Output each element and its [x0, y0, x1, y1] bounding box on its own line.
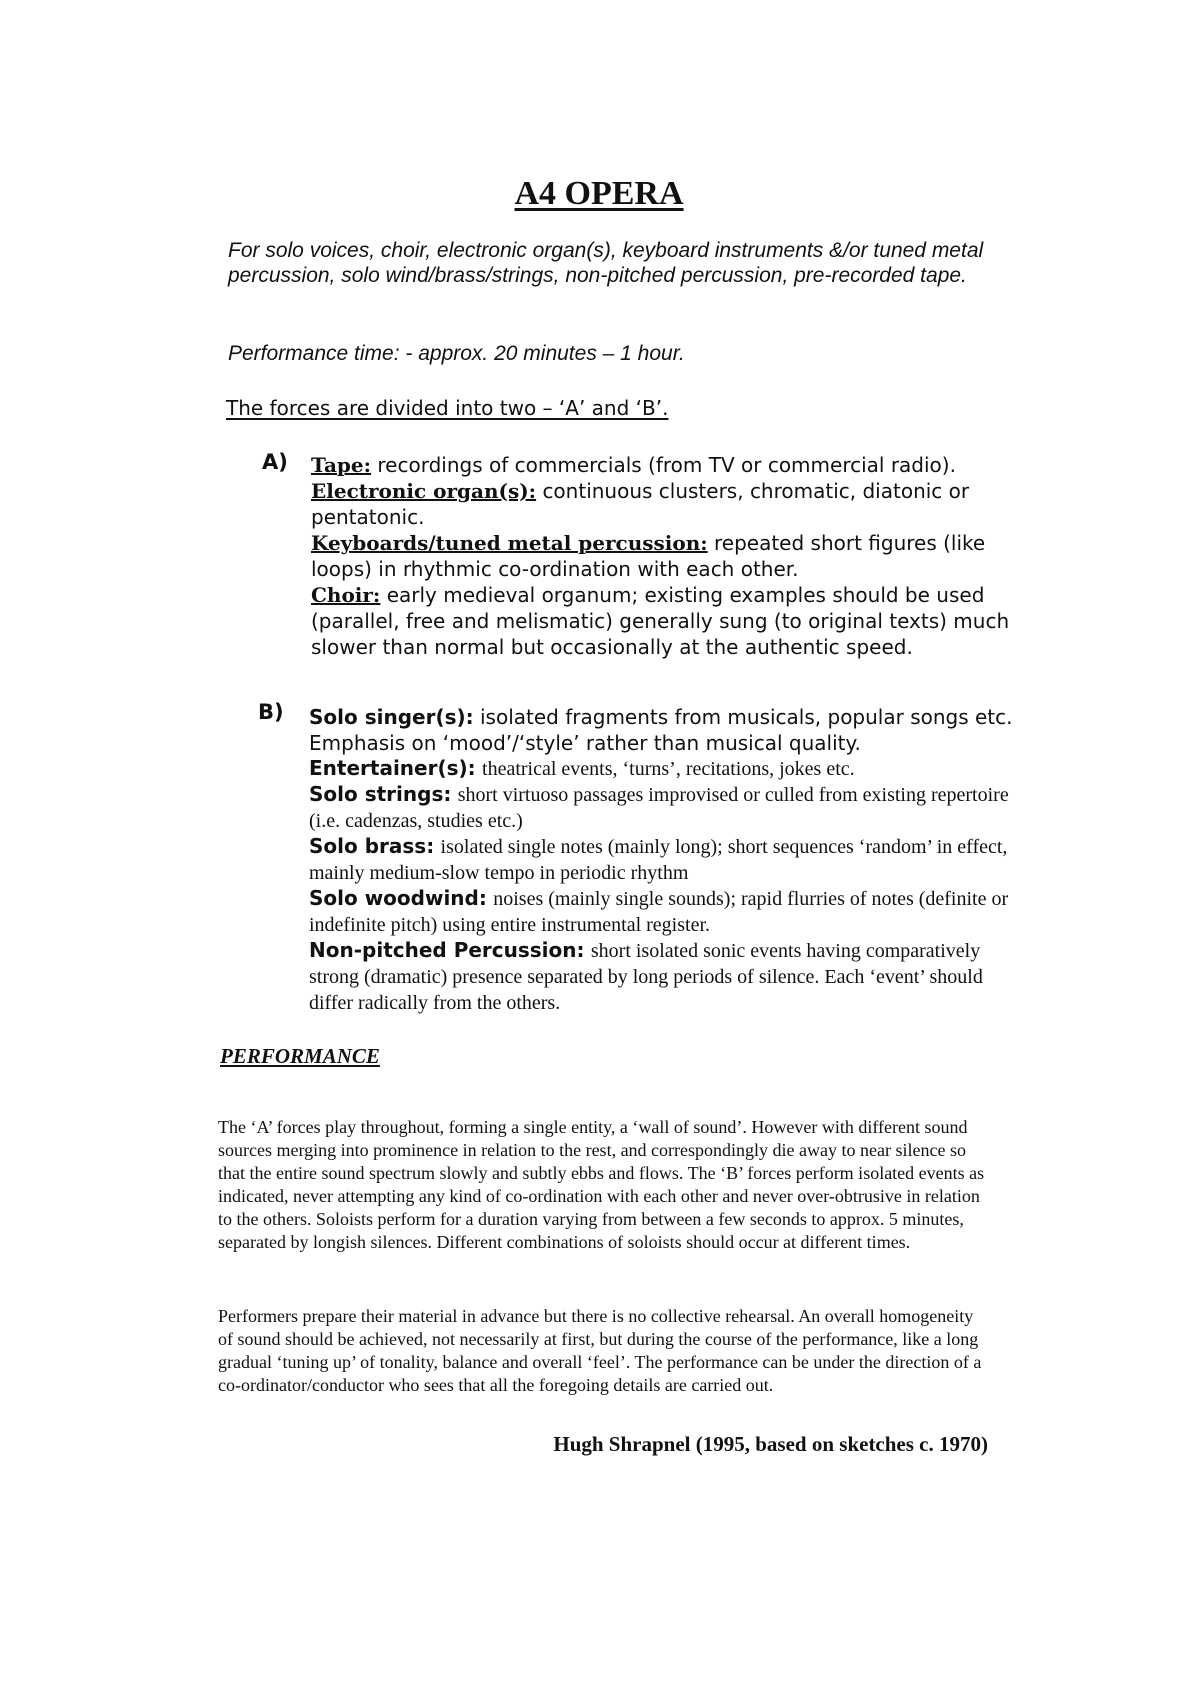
- section-a-item-choir: [311, 582, 1011, 660]
- item-desc: recordings of commercials (from TV or commercial radio).: [377, 453, 956, 477]
- section-a-label: A): [262, 450, 288, 474]
- item-desc: theatrical events, ‘turns’, recitations, jokes etc.: [482, 758, 855, 780]
- section-b-item-solo-strings: [309, 782, 1014, 834]
- section-b-item-percussion: [309, 938, 1014, 1016]
- item-desc: repeated short figures (like loops) in rhythmic co-ordination with each other.: [311, 531, 986, 581]
- section-b-item-solo-singers: [309, 704, 1014, 756]
- page-title: A4 OPERA: [514, 175, 684, 212]
- item-desc: noises (mainly single sounds); rapid flurries of notes (definite or indefinite pitch) using entire instrumental register.: [309, 888, 1009, 936]
- section-b-item-solo-woodwind: [309, 886, 1014, 938]
- performance-paragraph-1: The ‘A’ forces play throughout, forming a single entity, a ‘wall of sound’. However with different sound sources merging into prominence in relation to the rest, and correspondingly die away to near silence so that the entire sound spectrum slowly and subtly ebbs and flows. The ‘B’ forces perform isolated events as indicated, never attempting any kind of co-ordination with each other and never over-obtrusive in relation to the others. Soloists perform for a duration varying from between a few seconds to approx. 5 minutes, separated by longish silences. Different combinations of soloists should occur at different times.: [218, 1117, 985, 1252]
- item-desc: isolated fragments from musicals, popular songs etc. Emphasis on ‘mood’/‘style’ rather than musical quality.: [309, 705, 1013, 755]
- item-desc: early medieval organum; existing examples should be used (parallel, free and melismatic) generally sung (to original texts) much slower than normal but occasionally at the authentic speed.: [311, 583, 1010, 659]
- item-key: Choir:: [311, 583, 381, 607]
- item-key: Non-pitched Percussion:: [309, 938, 585, 962]
- item-desc: continuous clusters, chromatic, diatonic or pentatonic.: [311, 479, 970, 529]
- section-a-item-keyboards: [311, 530, 1011, 582]
- item-key: Entertainer(s):: [309, 756, 476, 780]
- performance-time: Performance time: - approx. 20 minutes – 1 hour.: [228, 342, 685, 365]
- section-b-label: B): [258, 700, 284, 724]
- item-key: Solo woodwind:: [309, 886, 487, 910]
- item-desc: short virtuoso passages improvised or culled from existing repertoire (i.e. cadenzas, studies etc.): [309, 784, 1009, 832]
- section-b-item-solo-brass: [309, 834, 1014, 886]
- section-b-item-entertainers: [309, 756, 1014, 782]
- item-key: Electronic organ(s):: [311, 479, 537, 503]
- performance-heading: PERFORMANCE: [220, 1044, 380, 1068]
- instrumentation-intro: For solo voices, choir, electronic organ(s), keyboard instruments &/or tuned metal percussion, solo wind/brass/strings, non-pitched percussion, pre-recorded tape.: [228, 239, 984, 287]
- section-a-list: [311, 452, 1011, 660]
- item-key: Keyboards/tuned metal percussion:: [311, 531, 708, 555]
- item-key: Solo strings:: [309, 782, 452, 806]
- author-signature-line: Hugh Shrapnel (1995, based on sketches c. 1970): [553, 1432, 988, 1456]
- item-key: Solo brass:: [309, 834, 435, 858]
- item-key: Tape:: [311, 453, 372, 477]
- section-b-list: [309, 704, 1014, 1016]
- item-key: Solo singer(s):: [309, 705, 474, 729]
- section-a-item-tape: [311, 452, 1011, 478]
- item-desc: isolated single notes (mainly long); short sequences ‘random’ in effect, mainly medium-slow tempo in periodic rhythm: [309, 836, 1008, 884]
- performance-paragraph-2: Performers prepare their material in advance but there is no collective rehearsal. An overall homogeneity of sound should be achieved, not necessarily at first, but during the course of the performance, like a long gradual ‘tuning up’ of tonality, balance and overall ‘feel’. The performance can be under the direction of a co-ordinator/conductor who sees that all the foregoing details are carried out.: [218, 1306, 982, 1395]
- item-desc: short isolated sonic events having comparatively strong (dramatic) presence separated by long periods of silence. Each ‘event’ should differ radically from the others.: [309, 940, 983, 1014]
- forces-division: The forces are divided into two – ‘A’ and ‘B’.: [226, 396, 669, 420]
- section-a-item-organ: [311, 478, 1011, 530]
